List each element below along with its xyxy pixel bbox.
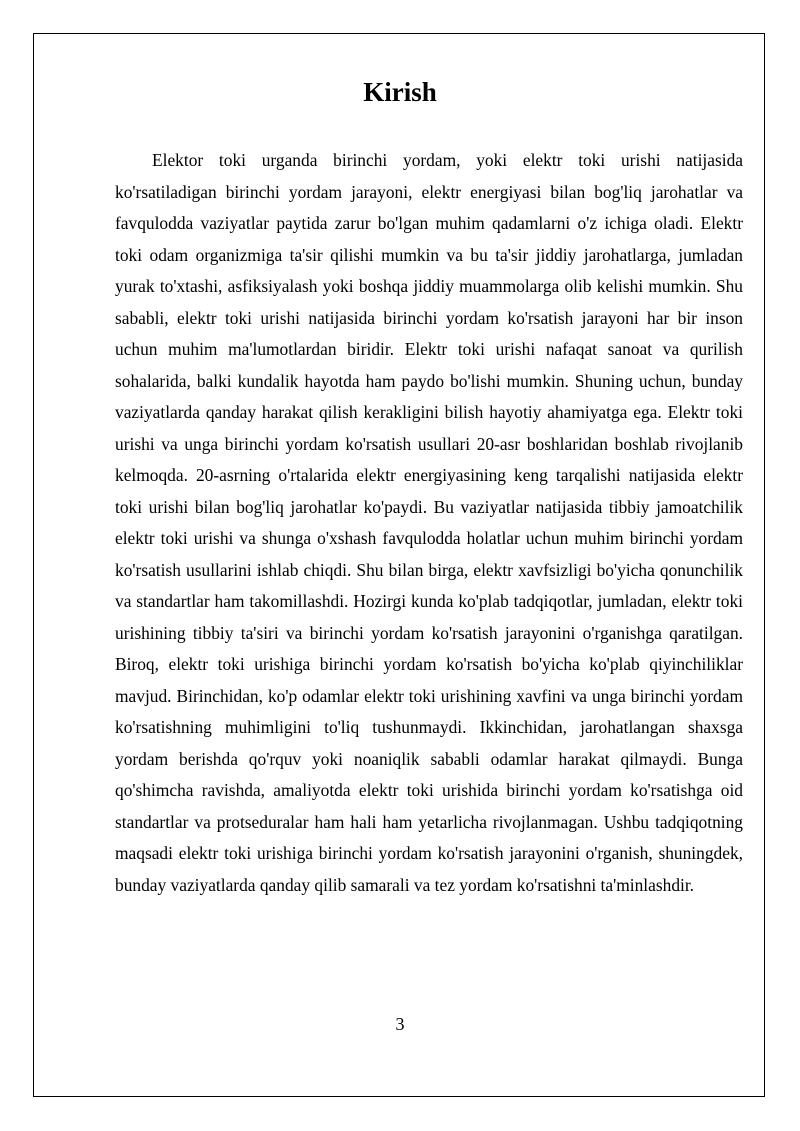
page-title: Kirish: [363, 77, 437, 107]
body-paragraph: Elektor toki urganda birinchi yordam, yoki elektr toki urishi natijasida ko'rsatiladigan birinchi yordam jarayoni, elektr energiyasi bilan bog'liq jarohatlar va favqulodda vaziyatlar paytida zarur bo'lgan muhim qadamlarni o'z ichiga oladi. Elektr toki odam organizmiga ta'sir qilishi mumkin va bu ta'sir jiddiy jarohatlarga, jumladan yurak to'xtashi, asfiksiyalash yoki boshqa jiddiy muammolarga olib kelishi mumkin. Shu sababli, elektr toki urishi natijasida birinchi yordam ko'rsatish jarayoni har bir inson uchun muhim ma'lumotlardan biridir. Elektr toki urishi nafaqat sanoat va qurilish sohalarida, balki kundalik hayotda ham paydo bo'lishi mumkin. Shuning uchun, bunday vaziyatlarda qanday harakat qilish kerakligini bilish hayotiy ahamiyatga ega. Elektr toki urishi va unga birinchi yordam ko'rsatish usullari 20-asr boshlaridan boshlab rivojlanib kelmoqda. 20-asrning o'rtalarida elektr energiyasining keng tarqalishi natijasida elektr toki urishi bilan bog'liq jarohatlar ko'paydi. Bu vaziyatlar natijasida tibbiy jamoatchilik elektr toki urishi va shunga o'xshash favqulodda holatlar uchun muhim birinchi yordam ko'rsatish usullarini ishlab chiqdi. Shu bilan birga, elektr xavfsizligi bo'yicha qonunchilik va standartlar ham takomillashdi. Hozirgi kunda ko'plab tadqiqotlar, jumladan, elektr toki urishining tibbiy ta'siri va birinchi yordam ko'rsatish jarayonini o'rganishga qaratilgan. Biroq, elektr toki urishiga birinchi yordam ko'rsatish bo'yicha ko'plab qiyinchiliklar mavjud. Birinchidan, ko'p odamlar elektr toki urishining xavfini va unga birinchi yordam ko'rsatishning muhimligini to'liq tushunmaydi. Ikkinchidan, jarohatlangan shaxsga yordam berishda qo'rquv yoki noaniqlik sababli odamlar harakat qilmaydi. Bunga qo'shimcha ravishda, amaliyotda elektr toki urishida birinchi yordam ko'rsatishga oid standartlar va protseduralar ham hali ham yetarlicha rivojlanmagan. Ushbu tadqiqotning maqsadi elektr toki urishiga birinchi yordam ko'rsatish jarayonini o'rganish, shuningdek, bunday vaziyatlarda qanday qilib samarali va tez yordam ko'rsatishni ta'minlashdir.: [115, 150, 743, 895]
page-number: 3: [395, 1014, 405, 1034]
